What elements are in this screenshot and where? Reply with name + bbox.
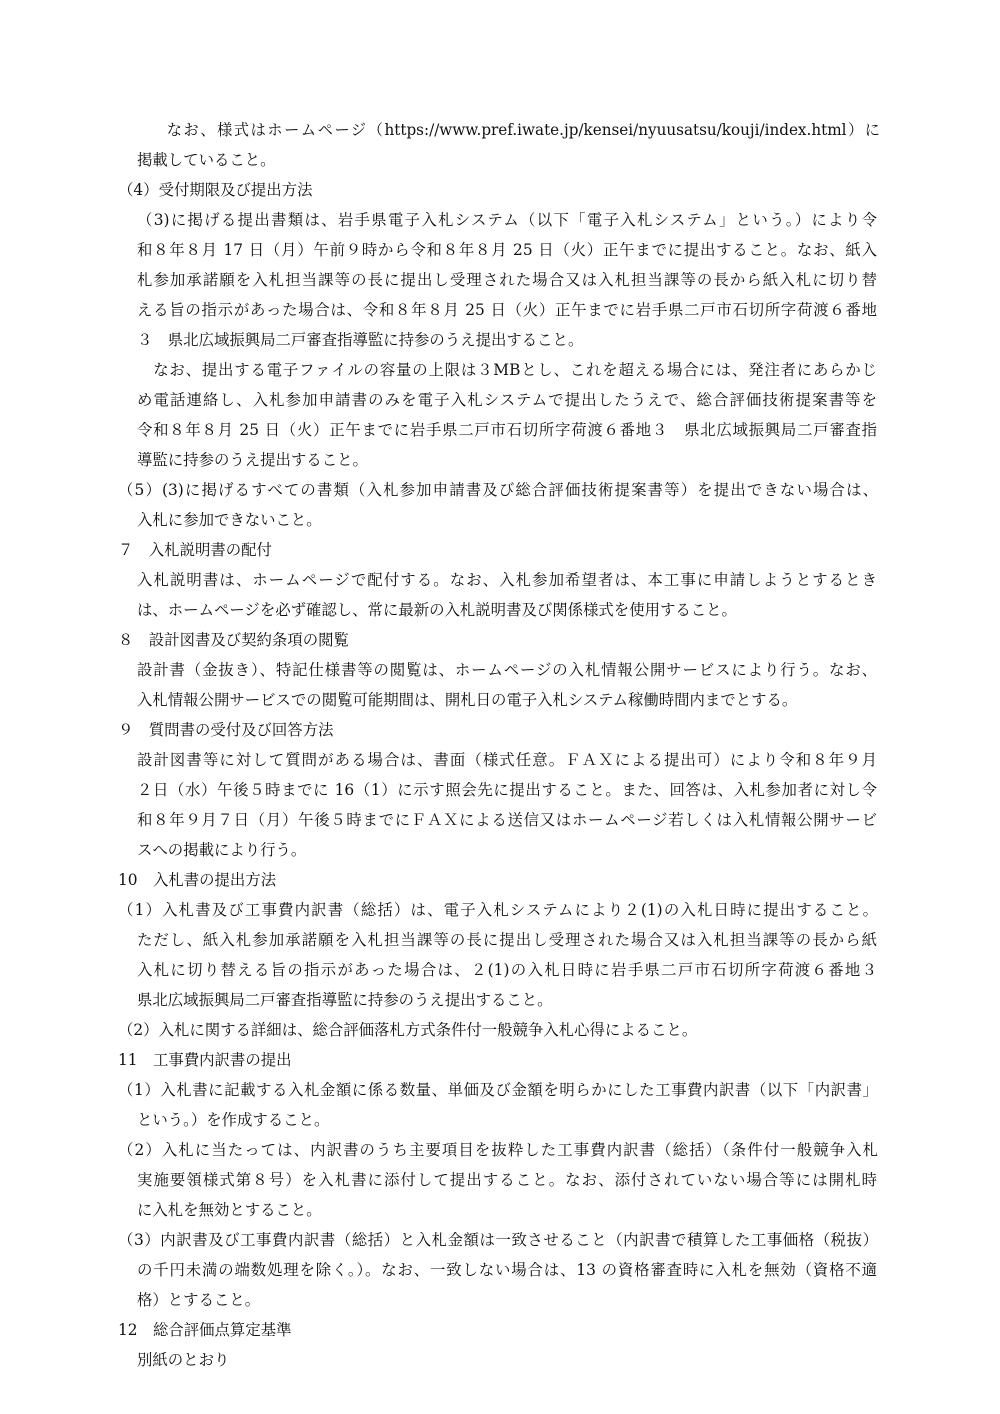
text-line: （3)に掲げる提出書類は、岩手県電子入札システム（以下「電子入札システム」という。）により令: [137, 211, 877, 229]
text-line: ただし、紙入札参加承諾願を入札担当課等の長に提出し受理された場合又は入札担当課等の長から紙: [137, 931, 877, 949]
text-line: ３ 県北広域振興局二戸審査指導監に持参のうえ提出すること。: [137, 331, 584, 349]
text-line: 入札に参加できないこと。: [137, 511, 322, 529]
section-heading: 10 入札書の提出方法: [118, 871, 277, 889]
section-heading: 12 総合評価点算定基準: [118, 1321, 292, 1339]
text-line: （1）入札書に記載する入札金額に係る数量、単価及び金額を明らかにした工事費内訳書（以下「内訳書」: [118, 1081, 878, 1099]
section-heading: ８ 設計図書及び契約条項の閲覧: [118, 631, 349, 649]
text-line: （5）(3)に掲げるすべての書類（入札参加申請書及び総合評価技術提案書等）を提出できない場合は、: [118, 481, 878, 499]
text-line: なお、様式はホームページ（https://www.pref.iwate.jp/kensei/nyuusatsu/kouji/index.html）に: [150, 121, 880, 139]
text-line: 導監に持参のうえ提出すること。: [137, 451, 368, 469]
text-line: 入札説明書は、ホームページで配付する。なお、入札参加希望者は、本工事に申請しようとするとき: [137, 571, 877, 589]
text-line: ２日（水）午後５時までに 16（1）に示す照会先に提出すること。また、回答は、入札参加者に対し令: [137, 781, 877, 799]
text-line: の千円未満の端数処理を除く。）。なお、一致しない場合は、13 の資格審査時に入札を無効（資格不適: [137, 1261, 877, 1279]
text-line: という。）を作成すること。: [137, 1111, 330, 1129]
text-line: 入札に切り替える旨の指示があった場合は、２(1)の入札日時に岩手県二戸市石切所字荷渡６番地３: [137, 961, 877, 979]
text-line: に入札を無効とすること。: [137, 1201, 322, 1219]
text-line: （2）入札に当たっては、内訳書のうち主要項目を抜粋した工事費内訳書（総括）（条件付一般競争入札: [118, 1141, 878, 1159]
text-line: は、ホームページを必ず確認し、常に最新の入札説明書及び関係様式を使用すること。: [137, 601, 737, 619]
text-line: える旨の指示があった場合は、令和８年８月 25 日（火）正午までに岩手県二戸市石切所字荷渡６番地: [137, 301, 877, 319]
text-line: 実施要領様式第８号）を入札書に添付して提出すること。なお、添付されていない場合等には開札時: [137, 1171, 877, 1189]
text-line: 掲載していること。: [137, 151, 276, 169]
text-line: 設計書（金抜き）、特記仕様書等の閲覧は、ホームページの入札情報公開サービスにより行う。なお、: [137, 661, 877, 679]
text-line: 設計図書等に対して質問がある場合は、書面（様式任意。ＦＡＸによる提出可）により令和８年９月: [137, 751, 877, 769]
text-line: 県北広域振興局二戸審査指導監に持参のうえ提出すること。: [137, 991, 553, 1009]
text-line: め電話連絡し、入札参加申請書のみを電子入札システムで提出したうえで、総合評価技術提案書等を: [137, 391, 877, 409]
text-line: 別紙のとおり: [137, 1351, 230, 1369]
text-line: （1）入札書及び工事費内訳書（総括）は、電子入札システムにより２(1)の入札日時に提出すること。: [118, 901, 878, 919]
text-line: 和８年９月７日（月）午後５時までにＦＡＸによる送信又はホームページ若しくは入札情報公開サービ: [137, 811, 877, 829]
text-line: 和８年８月 17 日（月）午前９時から令和８年８月 25 日（火）正午までに提出すること。なお、紙入: [137, 241, 877, 259]
section-heading: （4）受付期限及び提出方法: [118, 181, 313, 199]
text-line: （3）内訳書及び工事費内訳書（総括）と入札金額は一致させること（内訳書で積算した工事価格（税抜）: [118, 1231, 878, 1249]
section-heading: ７ 入札説明書の配付: [118, 541, 272, 559]
text-line: 札参加承諾願を入札担当課等の長に提出し受理された場合又は入札担当課等の長から紙入札に切り替: [137, 271, 877, 289]
section-heading: 11 工事費内訳書の提出: [118, 1051, 292, 1069]
text-line: （2）入札に関する詳細は、総合評価落札方式条件付一般競争入札心得によること。: [118, 1021, 698, 1039]
section-heading: ９ 質問書の受付及び回答方法: [118, 721, 334, 739]
text-line: 入札情報公開サービスでの閲覧可能期間は、開札日の電子入札システム稼働時間内までとする。: [137, 691, 798, 709]
text-line: なお、提出する電子ファイルの容量の上限は３MBとし、これを超える場合には、発注者にあらかじ: [137, 361, 877, 379]
text-line: スへの掲載により行う。: [137, 841, 307, 859]
text-line: 格）とすること。: [137, 1291, 261, 1309]
text-line: 令和８年８月 25 日（火）正午までに岩手県二戸市石切所字荷渡６番地３ 県北広域振興局二戸審査指: [137, 421, 877, 439]
